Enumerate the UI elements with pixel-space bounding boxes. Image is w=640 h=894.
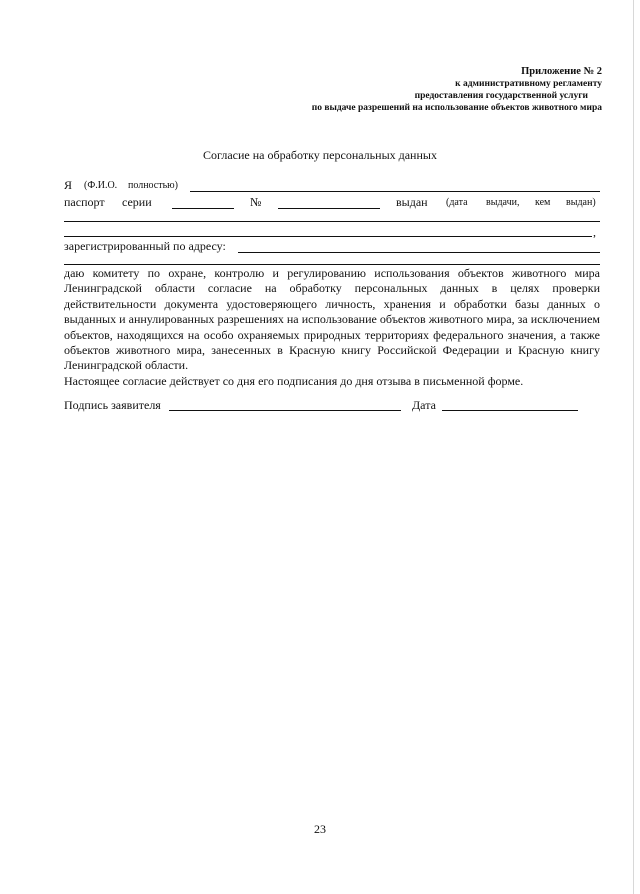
page-number: 23 <box>314 822 326 836</box>
label-date-sign: Дата <box>412 398 436 412</box>
appendix-line-4: по выдаче разрешений на использование объектов животного мира <box>311 103 602 113</box>
signature-field[interactable] <box>169 410 401 411</box>
issued-by-field-line-1[interactable] <box>64 221 600 222</box>
date-field[interactable] <box>442 410 578 411</box>
address-field-line-2[interactable] <box>64 264 600 265</box>
label-series: серии <box>122 195 152 209</box>
consent-paragraph: даю комитету по охране, контролю и регулированию использования объектов животного мира Ленинградской области согласие на обработку персональных данных в целях проверки действительности документа удостоверяющего личность, хранения и обработки базы данных о выданных и аннулированных разрешениях на использование объектов животного мира, за исключением объектов, находящихся на особо охраняемых природных территориях федерального значения, а также объектов животного мира, занесенных в Красную книгу Российской Федерации и Красную книгу Ленинградской области. <box>64 266 600 373</box>
label-by: кем <box>535 197 551 208</box>
passport-series-field[interactable] <box>172 208 234 209</box>
appendix-header <box>312 66 602 114</box>
label-fullname: полностью) <box>128 180 178 191</box>
label-registered-address: зарегистрированный по адресу: <box>64 239 226 253</box>
consent-body <box>64 266 600 389</box>
issued-by-field-line-2[interactable] <box>64 236 592 237</box>
line-comma: , <box>593 225 596 239</box>
label-fio: (Ф.И.О. <box>84 180 118 191</box>
label-ya: Я <box>64 178 73 192</box>
appendix-line-2: к административному регламенту <box>455 79 602 89</box>
label-passport: паспорт <box>64 195 105 209</box>
page-edge <box>633 0 634 894</box>
fullname-field[interactable] <box>190 191 600 192</box>
passport-number-field[interactable] <box>278 208 380 209</box>
validity-paragraph: Настоящее согласие действует со дня его подписания до дня отзыва в письменной форме. <box>64 373 524 388</box>
address-field-line-1[interactable] <box>238 252 600 253</box>
appendix-number: Приложение № 2 <box>521 66 602 77</box>
label-date: (дата <box>446 197 468 208</box>
appendix-line-3: предоставления государственной услуги <box>414 91 588 101</box>
label-signature: Подпись заявителя <box>64 398 161 412</box>
label-issued-by: выдан) <box>566 197 596 208</box>
label-number: № <box>250 195 262 209</box>
label-issued: выдан <box>396 195 428 209</box>
document-title: Согласие на обработку персональных данных <box>203 148 437 162</box>
label-issue: выдачи, <box>486 197 520 208</box>
